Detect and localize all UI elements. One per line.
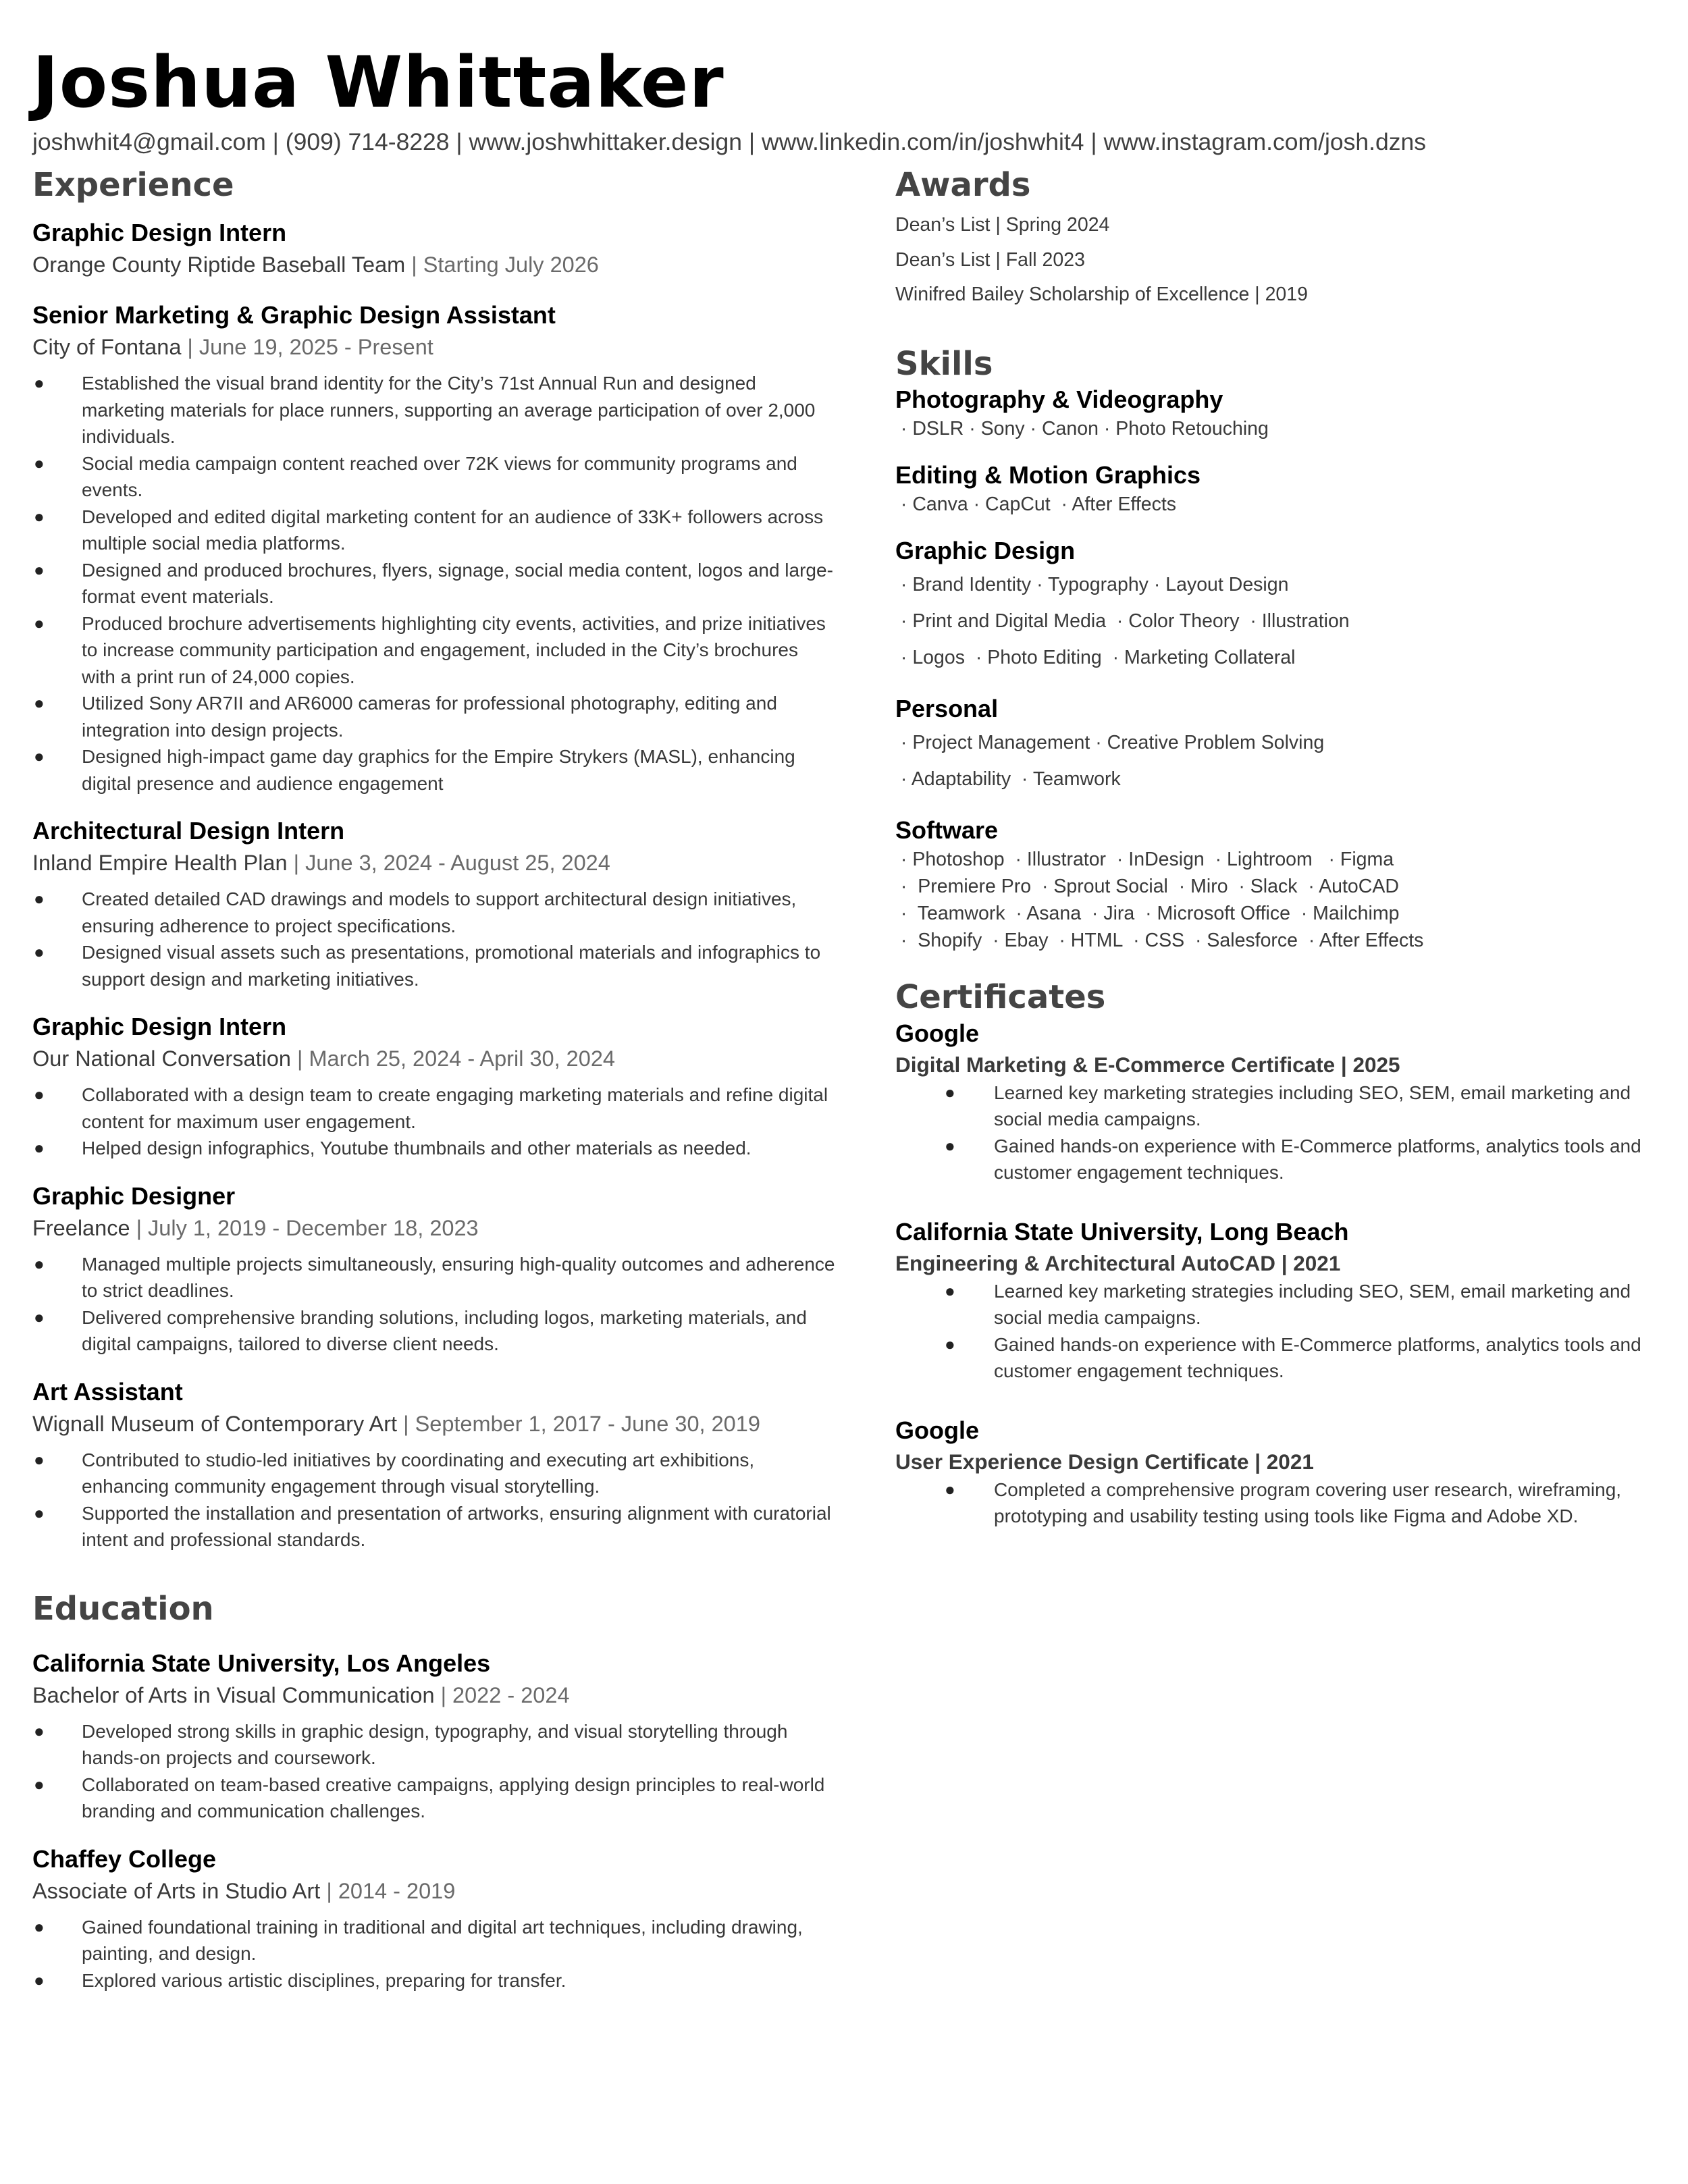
entry-subtitle xyxy=(32,1212,836,1244)
contact-line xyxy=(32,126,1426,158)
entry xyxy=(32,1648,836,1825)
bullet-icon: ● xyxy=(34,373,45,393)
bullet-item xyxy=(32,610,836,691)
separator: | xyxy=(272,128,279,155)
skill-group xyxy=(895,460,1665,518)
entry-title: Graphic Design Intern xyxy=(32,219,287,246)
bullet-text: Delivered comprehensive branding solutions, including logos, marketing materials, and digital campaigns, tailored to diverse client needs. xyxy=(82,1306,807,1354)
award-item: Winifred Bailey Scholarship of Excellence | 2019 xyxy=(895,284,1308,305)
bullet-icon: ● xyxy=(945,1135,955,1156)
skill-group-title: Editing & Motion Graphics xyxy=(895,460,1201,489)
skill-line: · Photoshop · Illustrator · InDesign · Lightroom · Figma xyxy=(895,848,1394,870)
entry-title: Art Assistant xyxy=(32,1377,183,1406)
certificate-issuer: Google xyxy=(895,1416,979,1444)
skill-group-title: Graphic Design xyxy=(895,536,1076,564)
bullet-item xyxy=(32,886,836,939)
certificate-issuer: Google xyxy=(895,1019,979,1047)
skill-group-title: Photography & Videography xyxy=(895,385,1223,413)
right-column xyxy=(895,165,1665,1530)
experience-section xyxy=(32,165,836,1553)
bullet-icon: ● xyxy=(34,1253,45,1274)
bullet-item xyxy=(32,1082,836,1135)
entry-dates: | June 19, 2025 - Present xyxy=(187,335,433,359)
bullet-item xyxy=(32,1772,836,1825)
entry xyxy=(32,300,836,797)
bullet-item xyxy=(32,1500,836,1553)
entry-subtitle xyxy=(32,331,836,363)
bullet-list xyxy=(32,886,836,992)
bullet-text: Contributed to studio-led initiatives by coordinating and executing art exhibitions, enhancing community engagement through visual storytelling. xyxy=(82,1449,755,1497)
entry-subtitle xyxy=(32,248,836,281)
bullet-text: Completed a comprehensive program covering user research, wireframing, prototyping and usability testing using tools like Figma and Adobe XD. xyxy=(994,1479,1622,1526)
entry-dates: | Starting July 2026 xyxy=(411,252,599,277)
entry-title: California State University, Los Angeles xyxy=(32,1649,491,1677)
entry-org: Associate of Arts in Studio Art xyxy=(32,1878,321,1903)
entry-dates: | 2014 - 2019 xyxy=(326,1878,456,1903)
bullet-icon: ● xyxy=(945,1333,955,1354)
bullet-text: Gained foundational training in traditional and digital art techniques, including drawing, painting, and design. xyxy=(82,1916,803,1964)
bullet-icon: ● xyxy=(34,559,45,580)
bullet-item xyxy=(32,1967,836,1994)
separator: | xyxy=(748,128,756,155)
entry-org: Our National Conversation xyxy=(32,1046,291,1071)
skill-line: · Shopify · Ebay · HTML · CSS · Salesforce · After Effects xyxy=(895,929,1424,951)
certificates-section xyxy=(895,977,1665,1530)
skill-line: · DSLR · Sony · Canon · Photo Retouching xyxy=(895,417,1269,440)
bullet-item xyxy=(32,743,836,797)
education-list xyxy=(32,1648,836,1994)
bullet-icon: ● xyxy=(34,746,45,766)
certificate-entry xyxy=(895,1017,1665,1186)
bullet-item xyxy=(895,1476,1665,1530)
bullet-text: Managed multiple projects simultaneously, ensuring high-quality outcomes and adherence to strict deadlines. xyxy=(82,1253,835,1301)
section-title-awards: Awards xyxy=(895,166,1031,204)
certificate-name: Digital Marketing & E-Commerce Certificate | 2025 xyxy=(895,1052,1400,1077)
bullet-text: Gained hands-on experience with E-Commerce platforms, analytics tools and customer engagement techniques. xyxy=(994,1333,1641,1381)
skill-group xyxy=(895,384,1665,442)
bullet-text: Gained hands-on experience with E-Commerce platforms, analytics tools and customer engagement techniques. xyxy=(994,1135,1641,1183)
bullet-icon: ● xyxy=(34,942,45,962)
skill-group xyxy=(895,815,1665,954)
bullet-icon: ● xyxy=(34,1449,45,1470)
bullet-list xyxy=(32,1082,836,1162)
entry-subtitle xyxy=(32,1679,836,1711)
entry-subtitle xyxy=(32,1875,836,1907)
entry-org: Orange County Riptide Baseball Team xyxy=(32,252,406,277)
left-column xyxy=(32,165,836,1994)
entry-org: City of Fontana xyxy=(32,335,182,359)
skill-line: · Premiere Pro · Sprout Social · Miro · Slack · AutoCAD xyxy=(895,875,1399,897)
bullet-icon: ● xyxy=(34,1084,45,1104)
entry-subtitle xyxy=(32,847,836,879)
skill-group xyxy=(895,535,1665,676)
certificate-issuer: California State University, Long Beach xyxy=(895,1217,1349,1246)
bullet-item xyxy=(32,557,836,610)
entry xyxy=(32,1844,836,1994)
bullet-icon: ● xyxy=(34,506,45,527)
bullet-item xyxy=(895,1278,1665,1331)
bullet-text: Learned key marketing strategies including SEO, SEM, email marketing and social media campaigns. xyxy=(994,1082,1631,1129)
entry-title: Graphic Design Intern xyxy=(32,1013,287,1040)
section-title-experience: Experience xyxy=(32,166,234,204)
entry xyxy=(32,816,836,992)
linkedin-link[interactable]: www.linkedin.com/in/joshwhit4 xyxy=(762,128,1084,155)
bullet-list xyxy=(32,1718,836,1825)
entry-title: Chaffey College xyxy=(32,1844,217,1873)
bullet-item xyxy=(32,1718,836,1772)
bullet-text: Helped design infographics, Youtube thumbnails and other materials as needed. xyxy=(82,1138,751,1158)
bullet-text: Collaborated with a design team to create engaging marketing materials and refine digital content for maximum user engagement. xyxy=(82,1084,828,1132)
skills-section xyxy=(895,344,1665,954)
entry-title: Senior Marketing & Graphic Design Assistant xyxy=(32,301,556,329)
entry-org: Freelance xyxy=(32,1215,130,1240)
entry-dates: | July 1, 2019 - December 18, 2023 xyxy=(136,1215,479,1240)
bullet-icon: ● xyxy=(34,888,45,909)
bullet-item xyxy=(32,1251,836,1304)
bullet-list xyxy=(895,1278,1665,1385)
bullet-item xyxy=(32,1135,836,1162)
bullet-text: Produced brochure advertisements highlighting city events, activities, and prize initiatives to increase community participation and engagement, included in the City’s brochures with a print run of 24,000 copies. xyxy=(82,612,826,687)
bullet-item xyxy=(32,939,836,992)
skills-list xyxy=(895,384,1665,954)
bullet-icon: ● xyxy=(34,1306,45,1327)
bullet-item xyxy=(895,1331,1665,1385)
bullet-list xyxy=(32,1914,836,1994)
experience-list xyxy=(32,217,836,1553)
certificate-name: User Experience Design Certificate | 2021 xyxy=(895,1449,1314,1474)
bullet-icon: ● xyxy=(945,1280,955,1301)
skill-line: · Logos · Photo Editing · Marketing Collateral xyxy=(895,646,1296,668)
bullet-item xyxy=(895,1080,1665,1133)
certificate-entry xyxy=(895,1216,1665,1385)
bullet-icon: ● xyxy=(34,1720,45,1741)
certificate-entry xyxy=(895,1414,1665,1530)
entry-dates: | March 25, 2024 - April 30, 2024 xyxy=(297,1046,615,1071)
entry xyxy=(32,1181,836,1358)
bullet-item xyxy=(32,1914,836,1967)
bullet-text: Designed and produced brochures, flyers, signage, social media content, logos and large-format event materials. xyxy=(82,559,833,607)
bullet-text: Developed strong skills in graphic design, typography, and visual storytelling through hands-on projects and coursework. xyxy=(82,1720,788,1768)
bullet-icon: ● xyxy=(34,1502,45,1523)
bullet-list xyxy=(895,1476,1665,1530)
entry-dates: | 2022 - 2024 xyxy=(440,1682,570,1707)
entry-dates: | September 1, 2017 - June 30, 2019 xyxy=(403,1411,760,1436)
entry-subtitle xyxy=(32,1042,836,1075)
skill-line: · Adaptability · Teamwork xyxy=(895,768,1121,790)
bullet-text: Designed high-impact game day graphics for the Empire Strykers (MASL), enhancing digital presence and audience engagement xyxy=(82,746,795,794)
bullet-item xyxy=(32,450,836,504)
bullet-text: Utilized Sony AR7II and AR6000 cameras for professional photography, editing and integration into design projects. xyxy=(82,693,777,741)
section-title-skills: Skills xyxy=(895,344,993,383)
instagram-link[interactable]: www.instagram.com/josh.dzns xyxy=(1103,128,1426,155)
separator: | xyxy=(1090,128,1097,155)
bullet-text: Developed and edited digital marketing content for an audience of 33K+ followers across multiple social media platforms. xyxy=(82,506,824,554)
awards-section xyxy=(895,165,1665,313)
entry xyxy=(32,1377,836,1553)
bullet-icon: ● xyxy=(34,1774,45,1794)
skill-line: · Print and Digital Media · Color Theory · Illustration xyxy=(895,610,1350,632)
skill-line: · Project Management · Creative Problem Solving xyxy=(895,731,1325,753)
bullet-item xyxy=(32,504,836,557)
bullet-text: Learned key marketing strategies including SEO, SEM, email marketing and social media campaigns. xyxy=(994,1280,1631,1328)
bullet-icon: ● xyxy=(34,1969,45,1990)
bullet-text: Established the visual brand identity for the City’s 71st Annual Run and designed marketing materials for place runners, supporting an average participation of over 2,000 individuals. xyxy=(82,373,816,447)
bullet-icon: ● xyxy=(34,1138,45,1158)
bullet-icon: ● xyxy=(945,1082,955,1102)
bullet-icon: ● xyxy=(34,693,45,713)
bullet-item xyxy=(32,1304,836,1358)
entry-org: Inland Empire Health Plan xyxy=(32,851,288,875)
bullet-item xyxy=(32,1447,836,1500)
entry-title: Graphic Designer xyxy=(32,1181,236,1210)
entry xyxy=(32,1011,836,1162)
bullet-item xyxy=(32,690,836,743)
bullet-item xyxy=(32,370,836,450)
entry-org: Wignall Museum of Contemporary Art xyxy=(32,1411,398,1436)
skill-line: · Canva · CapCut · After Effects xyxy=(895,493,1177,515)
entry xyxy=(32,217,836,281)
bullet-icon: ● xyxy=(34,1916,45,1937)
separator: | xyxy=(456,128,463,155)
website-link[interactable]: www.joshwhittaker.design xyxy=(469,128,743,155)
bullet-item xyxy=(895,1133,1665,1186)
awards-list xyxy=(895,208,1665,313)
certificate-name: Engineering & Architectural AutoCAD | 2021 xyxy=(895,1250,1341,1275)
award-item: Dean’s List | Fall 2023 xyxy=(895,248,1085,271)
bullet-list xyxy=(895,1080,1665,1186)
skill-group-title: Software xyxy=(895,816,999,844)
person-name: Joshua Whittaker xyxy=(32,41,724,124)
bullet-icon: ● xyxy=(945,1479,955,1499)
bullet-icon: ● xyxy=(34,452,45,473)
bullet-text: Created detailed CAD drawings and models to support architectural design initiatives, ensuring adherence to project specifications. xyxy=(82,888,797,936)
bullet-list xyxy=(32,1251,836,1358)
bullet-list xyxy=(32,370,836,797)
entry-title: Architectural Design Intern xyxy=(32,817,345,845)
bullet-text: Social media campaign content reached over 72K views for community programs and events. xyxy=(82,452,797,500)
skill-group-title: Personal xyxy=(895,694,999,722)
bullet-text: Supported the installation and presentation of artworks, ensuring alignment with curatorial intent and professional standards. xyxy=(82,1502,831,1550)
entry-org: Bachelor of Arts in Visual Communication xyxy=(32,1682,435,1707)
bullet-text: Collaborated on team-based creative campaigns, applying design principles to real-world branding and communication challenges. xyxy=(82,1774,825,1821)
certificates-list xyxy=(895,1017,1665,1530)
email-link[interactable]: joshwhit4@gmail.com xyxy=(32,128,266,155)
skill-group xyxy=(895,693,1665,797)
bullet-icon: ● xyxy=(34,612,45,633)
bullet-text: Explored various artistic disciplines, preparing for transfer. xyxy=(82,1969,566,1991)
entry-dates: | June 3, 2024 - August 25, 2024 xyxy=(293,851,610,875)
entry-subtitle xyxy=(32,1408,836,1440)
bullet-list xyxy=(32,1447,836,1553)
phone-number[interactable]: (909) 714-8228 xyxy=(285,128,450,155)
skill-line: · Teamwork · Asana · Jira · Microsoft Office · Mailchimp xyxy=(895,902,1400,924)
award-item: Dean’s List | Spring 2024 xyxy=(895,214,1110,236)
section-title-certificates: Certificates xyxy=(895,978,1106,1016)
bullet-text: Designed visual assets such as presentations, promotional materials and infographics to support design and marketing initiatives. xyxy=(82,942,821,990)
skill-line: · Brand Identity · Typography · Layout Design xyxy=(895,573,1289,595)
section-title-education: Education xyxy=(32,1589,214,1628)
education-section xyxy=(32,1589,836,1994)
